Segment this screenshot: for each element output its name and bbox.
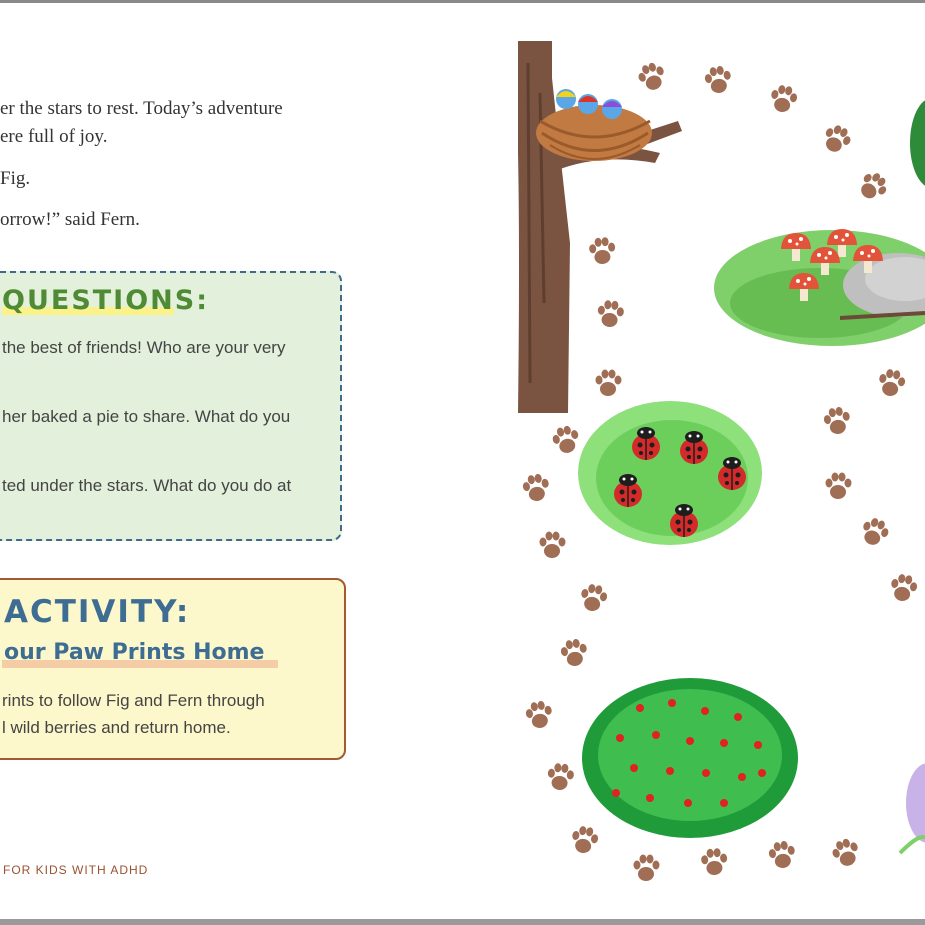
activity-heading: ACTIVITY:: [4, 594, 191, 630]
story-line-1: er the stars to rest. Today’s adventure: [0, 98, 283, 119]
story-line-3: Fig.: [0, 168, 31, 189]
activity-line-2: l wild berries and return home.: [2, 718, 231, 737]
page-frame-bottom: [0, 919, 925, 925]
questions-heading: QUESTIONS:: [2, 285, 210, 316]
activity-line-1: rints to follow Fig and Fern through: [2, 691, 265, 710]
purple-flowers: [900, 763, 925, 853]
story-line-4: orrow!” said Fern.: [0, 209, 140, 230]
mushroom-patch: [714, 229, 925, 346]
question-line-2: her baked a pie to share. What do you: [2, 407, 291, 426]
forest-map-illustration: [500, 3, 925, 919]
question-line-1: the best of friends! Who are your very: [2, 338, 286, 357]
berry-bush: [582, 678, 798, 838]
question-line-3: ted under the stars. What do you do at: [2, 476, 292, 495]
activity-box: [0, 578, 346, 760]
footer-text: FOR KIDS WITH ADHD: [3, 863, 149, 877]
tree: [518, 41, 682, 413]
activity-subtitle: our Paw Prints Home: [4, 640, 265, 665]
bush-top-right: [910, 98, 925, 188]
story-line-2: ere full of joy.: [0, 126, 108, 147]
questions-box: [0, 271, 342, 541]
ladybug-bush: [578, 401, 762, 545]
